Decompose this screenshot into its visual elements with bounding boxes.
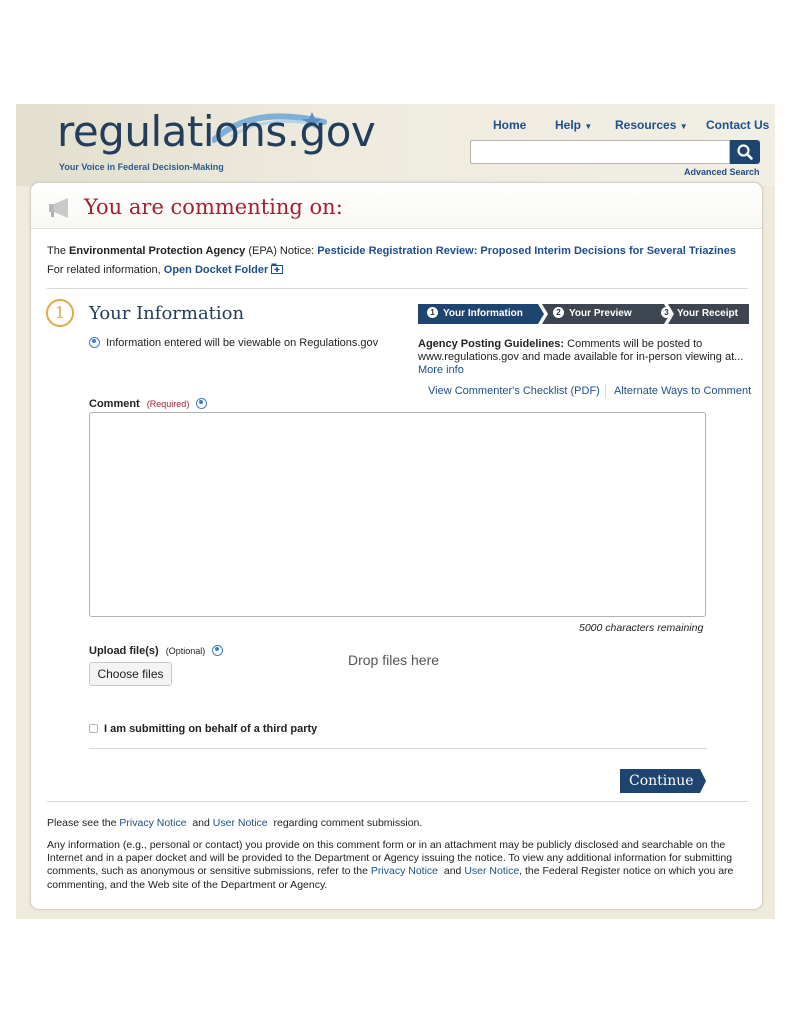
viewable-note: Information entered will be viewable on Regulations.gov — [89, 337, 378, 349]
nav-contact[interactable]: Contact Us — [706, 118, 770, 132]
required-tag: (Required) — [146, 399, 190, 409]
page-title: You are commenting on: — [84, 195, 343, 219]
megaphone-icon — [48, 198, 72, 218]
notice-line: The Environmental Protection Agency (EPA) Notice: Pesticide Registration Review: Proposed Interim Decisions for Several Triazines — [47, 245, 736, 257]
globe-icon[interactable] — [196, 398, 207, 409]
alternate-ways-link[interactable]: Alternate Ways to Comment — [614, 385, 752, 397]
upload-label: Upload file(s) — [89, 645, 159, 657]
caret-down-icon: ▼ — [584, 122, 593, 131]
step-number: 1 — [46, 299, 74, 327]
commenter-checklist-link[interactable]: View Commenter's Checklist (PDF) — [428, 385, 600, 397]
advanced-search-link[interactable]: Advanced Search — [684, 167, 760, 177]
characters-remaining: 5000 characters remaining — [579, 622, 704, 634]
step-your-receipt: 3 Your Receipt — [661, 304, 738, 324]
caret-down-icon: ▼ — [679, 122, 688, 131]
link-separator — [605, 384, 606, 398]
agency-name: Environmental Protection Agency — [69, 245, 246, 257]
user-notice-link[interactable]: User Notice — [464, 865, 520, 878]
search-input[interactable] — [470, 140, 730, 164]
globe-icon[interactable] — [212, 645, 223, 656]
notice-title-link[interactable]: Pesticide Registration Review: Proposed Interim Decisions for Several Triazines — [317, 245, 736, 257]
section-title: Your Information — [89, 303, 245, 324]
step-your-preview: 2 Your Preview — [553, 304, 632, 324]
disclosure-paragraph: Any information (e.g., personal or contact) you provide on this comment form or in an attachment may be publicly disclosed and searchable on the Internet and in a paper docket and will be provided to the Department or Agency issuing the notice. To view any additional information for submitting comments, such as anonymous or sensitive submissions, refer to the Privacy Notice and User Notice, the Federal Register notice on which you are commenting, and the Web site of the Department or Agency. — [47, 839, 734, 891]
title-band — [31, 183, 762, 229]
related-info-line: For related information, Open Docket Folder — [47, 263, 284, 276]
site-frame — [16, 104, 775, 919]
site-header — [16, 104, 775, 186]
more-info-link[interactable]: More info — [418, 364, 464, 376]
site-logo[interactable]: regulations.gov — [57, 107, 376, 156]
nav-home[interactable]: Home — [493, 118, 527, 132]
step-your-information: 1 Your Information — [427, 304, 523, 324]
nav-help[interactable]: Help ▼ — [555, 118, 593, 132]
third-party-label[interactable]: I am submitting on behalf of a third party — [104, 723, 318, 735]
search-icon — [730, 140, 760, 164]
comment-panel — [30, 182, 763, 910]
globe-icon — [89, 337, 100, 348]
privacy-notice-link[interactable]: Privacy Notice — [119, 817, 187, 829]
guidelines-line1: Agency Posting Guidelines: Comments will be posted to — [418, 338, 703, 350]
comment-textarea[interactable] — [89, 412, 706, 617]
drop-zone[interactable]: Drop files here — [348, 652, 440, 668]
nav-resources[interactable]: Resources ▼ — [615, 118, 688, 132]
folder-plus-icon[interactable] — [271, 263, 284, 274]
comment-label-row — [89, 398, 207, 410]
upload-label-row — [89, 645, 223, 657]
user-notice-link[interactable]: User Notice — [212, 817, 268, 829]
continue-button[interactable]: Continue — [620, 769, 707, 793]
divider — [89, 748, 707, 749]
search-button[interactable] — [730, 140, 760, 164]
guidelines-line2: www.regulations.gov and made available for in-person viewing at... — [418, 351, 744, 363]
site-tagline: Your Voice in Federal Decision-Making — [59, 162, 224, 172]
privacy-line: Please see the Privacy Notice and User Notice regarding comment submission. — [47, 817, 423, 829]
divider — [47, 801, 748, 802]
choose-files-button[interactable]: Choose files — [89, 662, 172, 686]
third-party-checkbox[interactable] — [89, 724, 98, 733]
optional-tag: (Optional) — [165, 646, 206, 656]
divider — [47, 288, 748, 289]
open-docket-folder-link[interactable]: Open Docket Folder — [163, 264, 269, 276]
privacy-notice-link[interactable]: Privacy Notice — [370, 865, 439, 878]
comment-label: Comment — [89, 398, 140, 410]
